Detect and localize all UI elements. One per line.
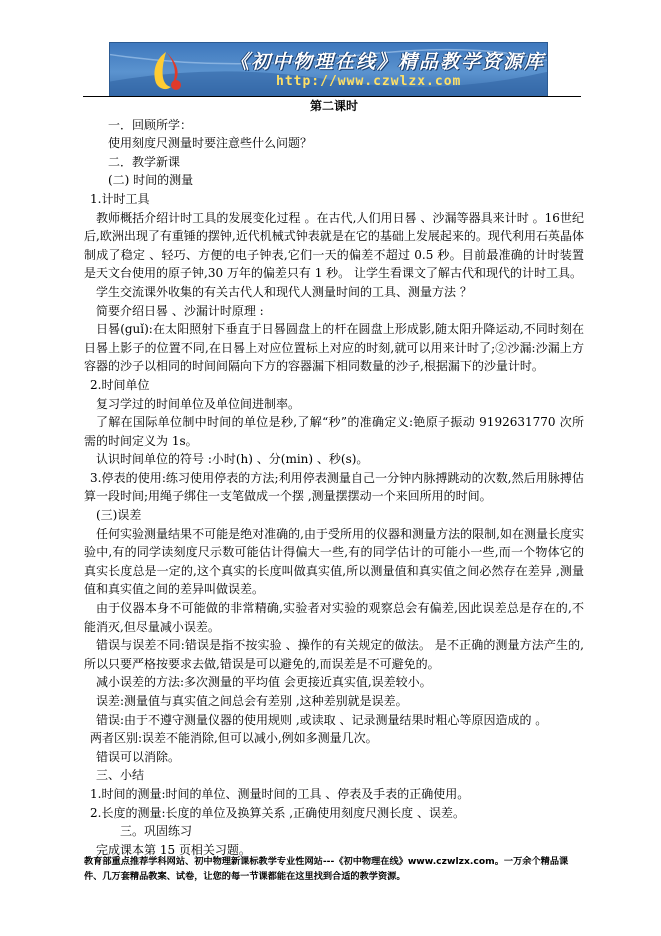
paragraph: 简要介绍日晷 、沙漏计时原理 :: [96, 303, 264, 318]
paragraph: 减小误差的方法:多次测量的平均值 会更接近真实值,误差较小。: [96, 675, 432, 690]
paragraph: 1.时间的测量:时间的单位、测量时间的工具 、停表及手表的正确使用。: [90, 786, 470, 801]
paragraph: 认识时间单位的符号 :小时(h) 、分(min) 、秒(s)。: [96, 452, 369, 467]
paragraph: 了解在国际单位制中时间的单位是秒,了解“秒”的准确定义:铯原子振动 9192631770 次所需的时间定义为 1s。: [84, 415, 584, 448]
paragraph: 教师概括介绍计时工具的发展变化过程 。在古代,人们用日晷 、沙漏等器具来计时 。16世纪后,欧洲出现了有重锤的摆钟,近代机械式钟表就是在它的基础上发展起来的。现代利用石英晶体制成了稳定 、轻巧、方便的电子钟表,它们一天的偏差不超过 0.5 秒。目前最准确的计时装置是天文台使用的原子钟,30 万年的偏差只有 1 秒。 让学生看课文了解古代和现代的计时工具。: [84, 210, 584, 281]
paragraph: 错误:由于不遵守测量仪器的使用规则 ,或读取 、记录测量结果时粗心等原因造成的 。: [96, 712, 548, 727]
paragraph: (二) 时间的测量: [108, 173, 194, 188]
paragraph: 使用刻度尺测量时要注意些什么问题？: [108, 136, 313, 151]
paragraph: 日晷(guǐ):在太阳照射下垂直于日晷圆盘上的杆在圆盘上形成影,随太阳升降运动,不同时刻在日晷上影子的位置不同,在日晷上对应位置标上对应的时刻,就可以用来计时了;②沙漏:沙漏上方容器的沙子以相同的时间间隔向下方的容器漏下相同数量的沙子,根据漏下的沙量计时。: [84, 322, 584, 374]
document-body: [84, 97, 584, 859]
header-banner: [109, 42, 548, 97]
banner-url[interactable]: http://www.czwlzx.com: [276, 74, 462, 89]
paragraph: 错误可以消除。: [96, 749, 181, 764]
paragraph: 复习学过的时间单位及单位间进制率。: [96, 396, 301, 411]
site-logo-icon: [144, 49, 188, 93]
paragraph: 误差:测量值与真实值之间总会有差别 ,这种差别就是误差。: [96, 694, 408, 708]
paragraph: 3.停表的使用:练习使用停表的方法;利用停表测量自己一分钟内脉搏跳动的次数,然后用脉搏估算一段时间;用绳子绑住一支笔做成一个摆 ,测量摆摆动一个来回所用的时间。: [84, 470, 584, 504]
paragraph: 由于仪器本身不可能做的非常精确,实验者对实验的观察总会有偏差,因此误差总是存在的,不能消灭,但尽量减小误差。: [84, 601, 584, 634]
paragraph: 学生交流课外收集的有关古代人和现代人测量时间的工具、测量方法 ？: [96, 284, 472, 299]
paragraph: 1.计时工具: [90, 191, 150, 206]
paragraph: (三)误差: [96, 508, 142, 523]
paragraph: 2.长度的测量:长度的单位及换算关系 ,正确使用刻度尺测长度 、误差。: [90, 805, 465, 820]
paragraph: 错误与误差不同:错误是指不按实验 、操作的有关规定的做法。 是不正确的测量方法产生的,所以只要严格按要求去做,错误是可以避免的,而误差是不可避免的。: [84, 638, 584, 671]
banner-title: 《初中物理在线》精品教学资源库: [230, 51, 546, 73]
paragraph: 两者区别:误差不能消除,但可以减小,例如多测量几次。: [90, 731, 378, 746]
paragraph: 三、小结: [96, 768, 145, 783]
paragraph: 2.时间单位: [90, 377, 150, 392]
lesson-title: 第二课时: [309, 99, 358, 113]
paragraph: 三。巩固练习: [120, 824, 193, 839]
paragraph: 完成课本第 15 页相关习题。: [96, 842, 251, 857]
paragraph: 二．教学新课: [108, 154, 181, 169]
paragraph: 一．回顾所学：: [108, 117, 193, 132]
page-footer: 教育部重点推荐学科网站、初中物理新课标教学专业性网站---《初中物理在线》www.czwlzx.com。一万余个精品课件、几万套精品教案、试卷，让您的每一节课都能在这里找到合适的教学资源。: [84, 856, 569, 882]
paragraph: 任何实验测量结果不可能是绝对准确的,由于受所用的仪器和测量方法的限制,如在测量长度实验中,有的同学读刻度尺示数可能估计得偏大一些,有的同学估计的可能小一些,而一个物体它的真实长度总是一定的,这个真实的长度叫做真实值,所以测量值和真实值之间必然存在差异 ,测量值和真实值之间的差异叫做误差。: [84, 526, 584, 597]
